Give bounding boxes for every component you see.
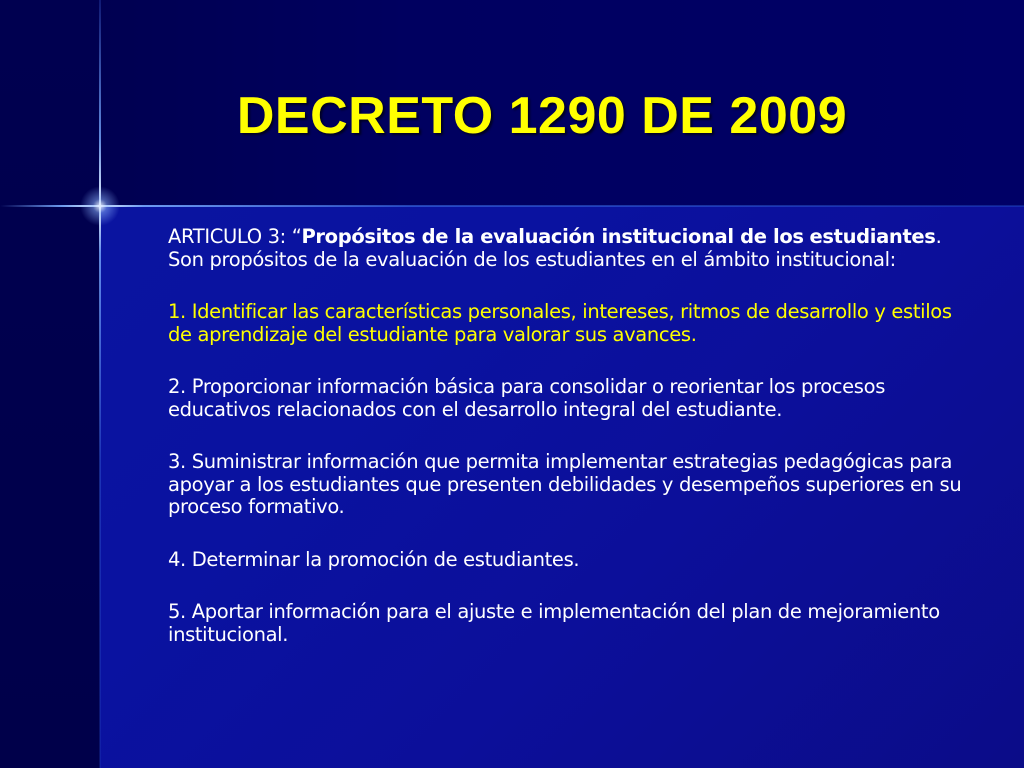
article-label: ARTICULO 3: “	[168, 225, 302, 248]
article-heading-part-2: estudiantes	[809, 225, 936, 248]
star-flare-icon	[80, 186, 120, 226]
slide-title: DECRETO 1290 DE 2009	[236, 87, 848, 145]
list-item-3: 3. Suministrar información que permita implementar estrategias pedagógicas para apoyar a los estudiantes que presenten debilidades y desempeños superiores en su proceso formativo.	[168, 450, 962, 518]
list-item-4: 4. Determinar la promoción de estudiantes.	[168, 547, 580, 571]
list-item-5: 5. Aportar información para el ajuste e implementación del plan de mejoramiento institucional.	[168, 600, 940, 646]
list-item-1: 1. Identificar las características personales, intereses, ritmos de desarrollo y estilos de aprendizaje del estudiante para valorar sus avances.	[168, 300, 952, 346]
list-item-2: 2. Proporcionar información básica para consolidar o reorientar los procesos educativos relacionados con el desarrollo integral del estudiante.	[168, 375, 886, 421]
article-heading-part-1: Propósitos de la evaluación institucional de los	[301, 225, 804, 248]
star-flare-horizontal	[0, 205, 1024, 207]
article-intro-text: . Son propósitos de la evaluación de los estudiantes en el ámbito institucional:	[168, 225, 942, 271]
slide-body	[168, 226, 968, 676]
article-intro	[168, 226, 968, 271]
